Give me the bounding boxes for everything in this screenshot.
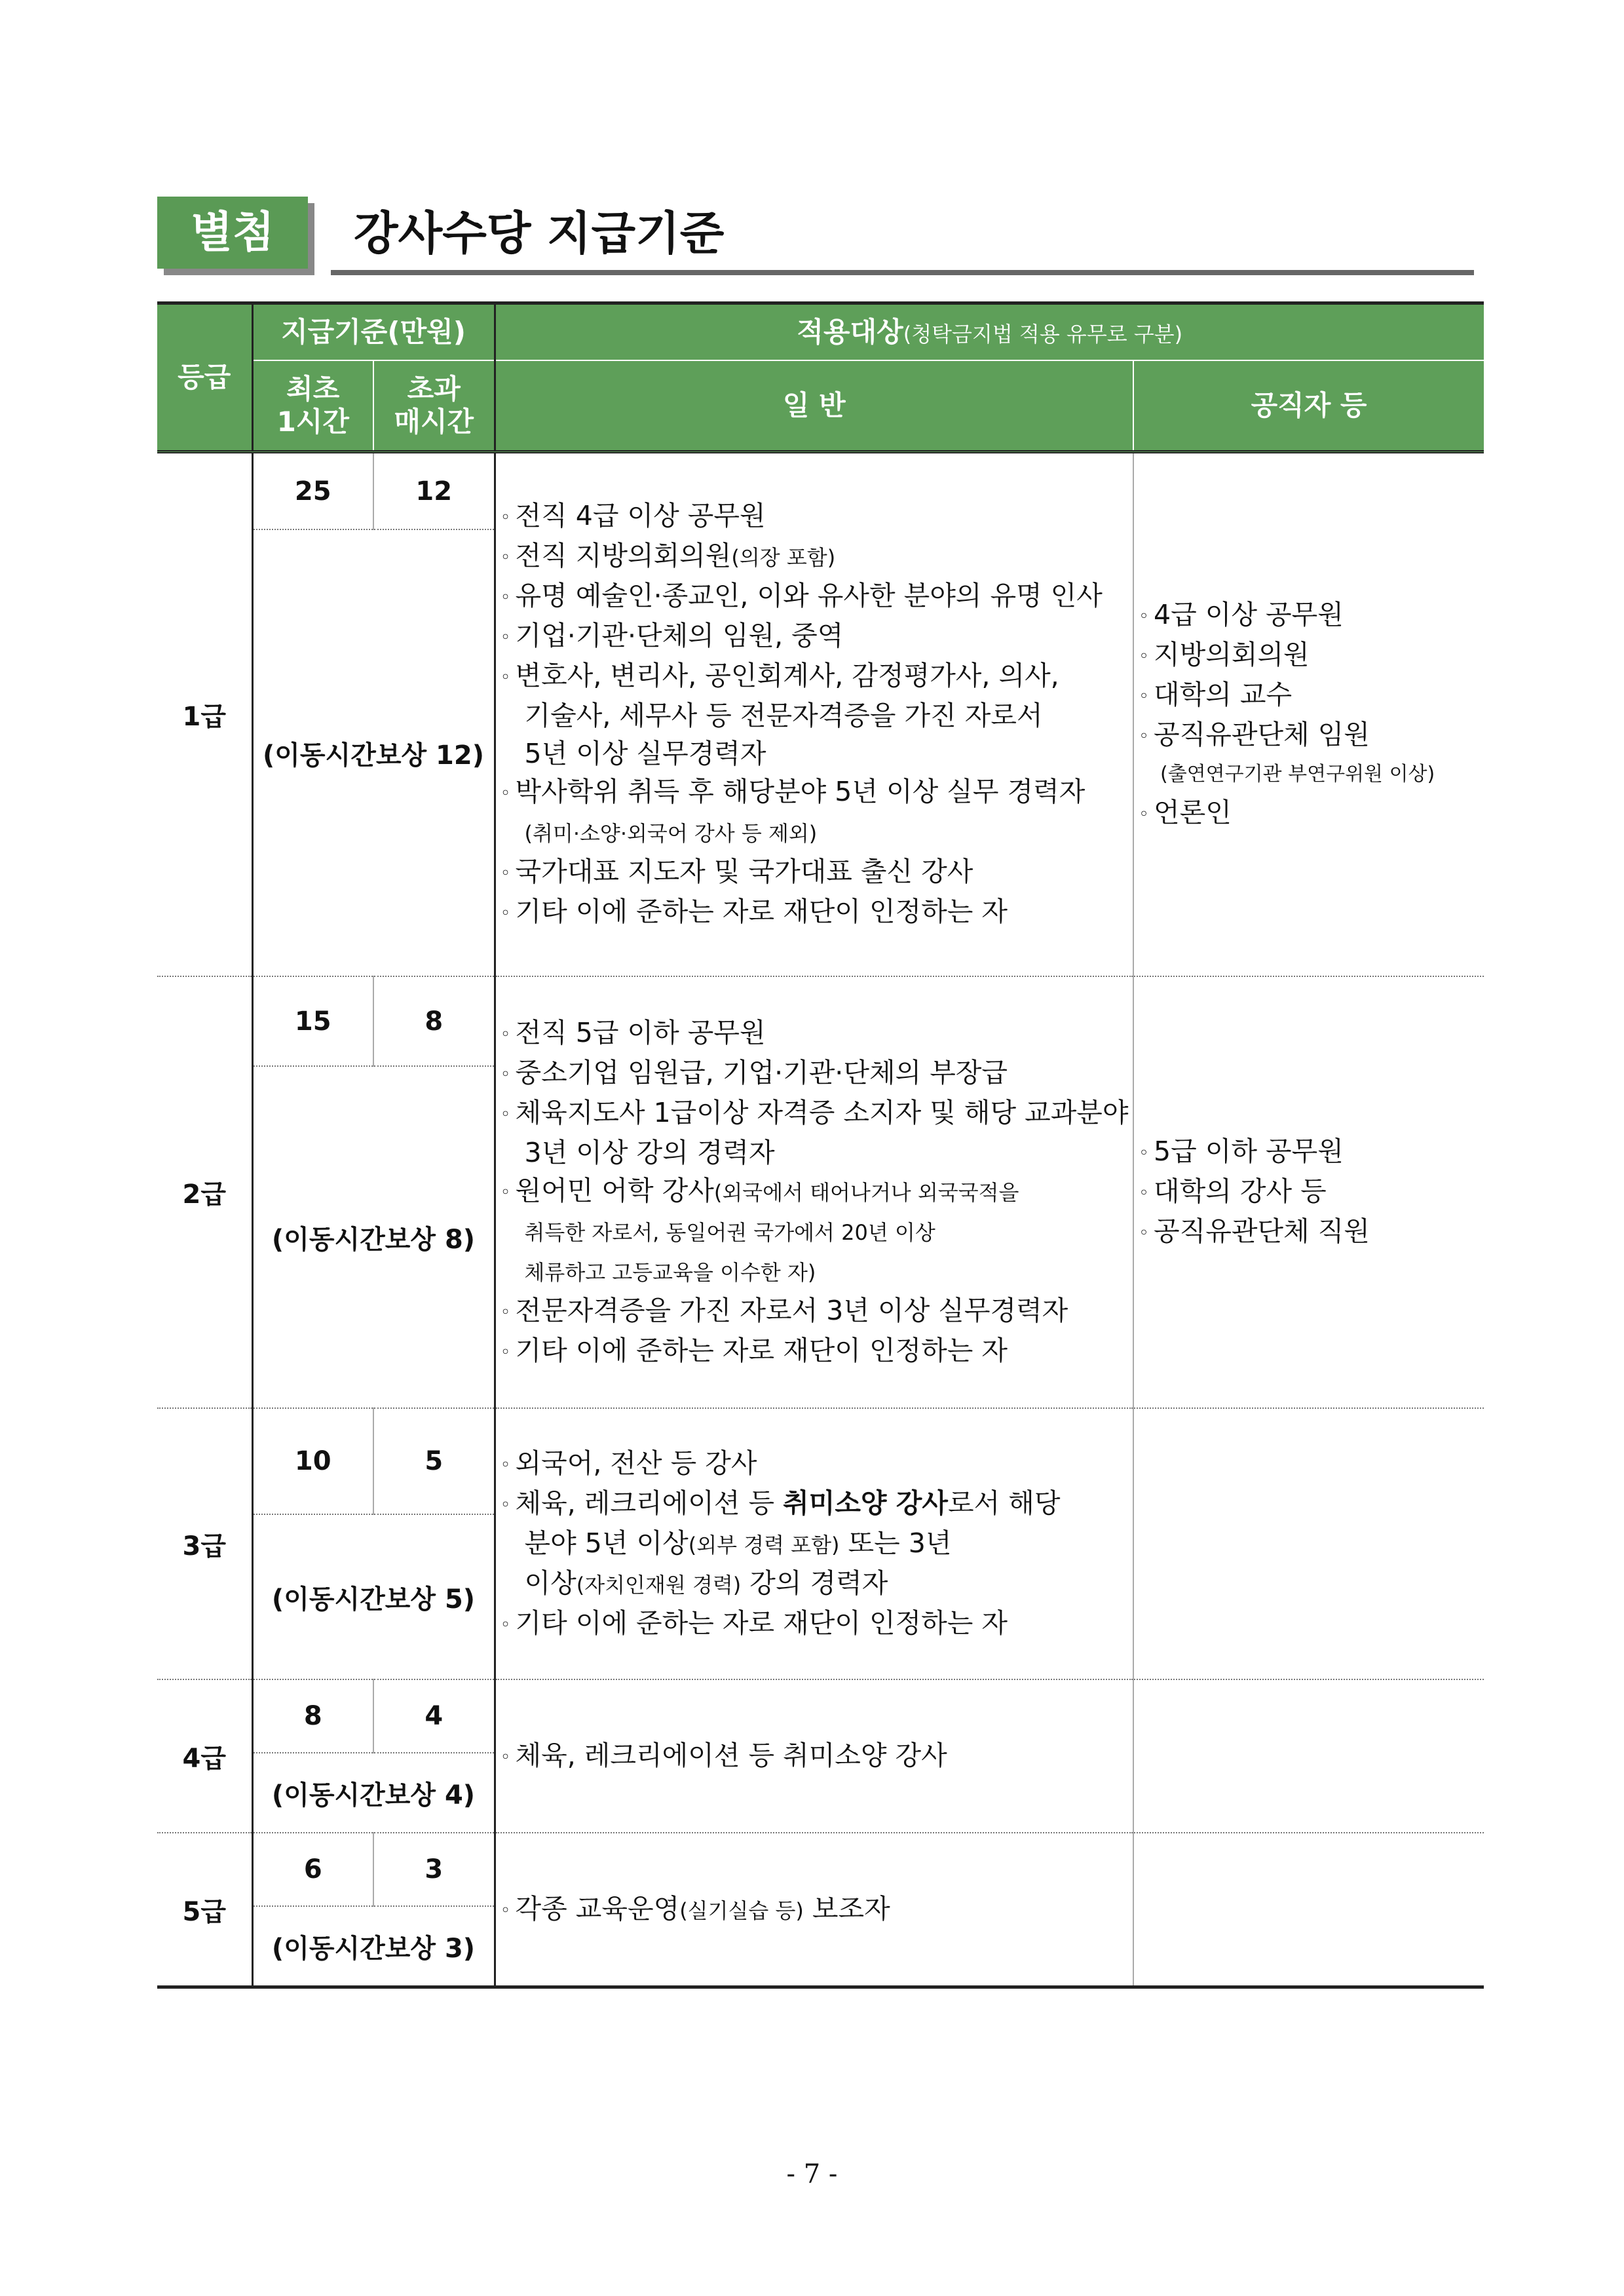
list-item: ◦ 체육, 레크리에이션 등 취미소양 강사로서 해당 bbox=[496, 1484, 1133, 1524]
bullet-icon: ◦ bbox=[500, 1455, 511, 1475]
list-item: ◦ 각종 교육운영(실기실습 등) 보조자 bbox=[496, 1890, 1133, 1930]
first-hour-fee: 8 bbox=[252, 1679, 373, 1753]
travel-compensation: (이동시간보상 8) bbox=[252, 1066, 495, 1408]
list-item: 이상(자치인재원 경력) 강의 경력자 bbox=[524, 1567, 888, 1599]
general-targets bbox=[495, 1833, 1133, 1987]
fee-standard-table bbox=[157, 301, 1484, 1989]
bullet-icon: ◦ bbox=[500, 1342, 511, 1362]
general-targets bbox=[495, 1408, 1133, 1679]
travel-compensation: (이동시간보상 12) bbox=[252, 529, 495, 976]
table-row bbox=[157, 452, 1484, 530]
official-targets bbox=[1133, 452, 1484, 977]
list-item: ◦ 기타 이에 준하는 자로 재단이 인정하는 자 bbox=[496, 1331, 1133, 1371]
page-title: 강사수당 지급기준 bbox=[354, 206, 725, 260]
list-item: ◦ 유명 예술인·종교인, 이와 유사한 분야의 유명 인사 bbox=[496, 577, 1133, 617]
bullet-icon: ◦ bbox=[500, 508, 511, 527]
travel-compensation: (이동시간보상 5) bbox=[252, 1514, 495, 1679]
grade-cell: 1급 bbox=[157, 452, 252, 977]
first-hour-fee: 6 bbox=[252, 1833, 373, 1906]
extra-hour-fee: 8 bbox=[373, 976, 495, 1066]
bullet-icon: ◦ bbox=[500, 1615, 511, 1635]
general-targets bbox=[495, 1679, 1133, 1833]
first-hour-fee: 25 bbox=[252, 452, 373, 530]
list-item: ◦ 대학의 강사 등 bbox=[1134, 1172, 1484, 1212]
list-item: ◦ 언론인 bbox=[1134, 794, 1484, 833]
bullet-icon: ◦ bbox=[500, 1024, 511, 1044]
bullet-icon: ◦ bbox=[500, 1104, 511, 1124]
table-row bbox=[157, 1833, 1484, 1906]
list-item: ◦ 기타 이에 준하는 자로 재단이 인정하는 자 bbox=[496, 1604, 1133, 1644]
first-hour-fee: 10 bbox=[252, 1408, 373, 1514]
travel-compensation: (이동시간보상 3) bbox=[252, 1906, 495, 1987]
bullet-icon: ◦ bbox=[500, 1495, 511, 1515]
bullet-icon: ◦ bbox=[1139, 647, 1149, 666]
list-item: 3년 이상 강의 경력자 bbox=[524, 1136, 775, 1168]
official-targets bbox=[1133, 1408, 1484, 1679]
list-item: ◦ 5급 이하 공무원 bbox=[1134, 1132, 1484, 1172]
extra-hour-fee: 3 bbox=[373, 1833, 495, 1906]
bullet-icon: ◦ bbox=[1139, 805, 1149, 824]
travel-compensation: (이동시간보상 4) bbox=[252, 1753, 495, 1833]
bullet-icon: ◦ bbox=[500, 628, 511, 647]
list-item: ◦ 4급 이상 공무원 bbox=[1134, 596, 1484, 636]
grade-header: 등급 bbox=[157, 303, 252, 452]
general-header: 일 반 bbox=[495, 360, 1133, 452]
grade-cell: 3급 bbox=[157, 1408, 252, 1679]
table-row bbox=[157, 1408, 1484, 1514]
bullet-icon: ◦ bbox=[500, 1747, 511, 1767]
bullet-icon: ◦ bbox=[500, 784, 511, 803]
extra-hour-fee: 5 bbox=[373, 1408, 495, 1514]
table-row bbox=[157, 976, 1484, 1066]
table-row bbox=[157, 1679, 1484, 1753]
list-item: 5년 이상 실무경력자 bbox=[524, 738, 766, 769]
list-item: ◦ 대학의 교수 bbox=[1134, 676, 1484, 716]
list-item: ◦ 박사학위 취득 후 해당분야 5년 이상 실무 경력자 bbox=[496, 773, 1133, 813]
pay-standard-header: 지급기준(만원) bbox=[252, 303, 495, 361]
list-item: ◦ 전문자격증을 가진 자로서 3년 이상 실무경력자 bbox=[496, 1292, 1133, 1331]
target-header: 적용대상(청탁금지법 적용 유무로 구분) bbox=[495, 303, 1484, 361]
list-item: ◦ 중소기업 임원급, 기업·기관·단체의 부장급 bbox=[496, 1054, 1133, 1094]
list-item: 취득한 자로서, 동일어권 국가에서 20년 이상 bbox=[524, 1219, 935, 1245]
list-item: ◦ 체육지도사 1급이상 자격증 소지자 및 해당 교과분야 bbox=[496, 1094, 1133, 1134]
list-item: ◦ 공직유관단체 직원 bbox=[1134, 1212, 1484, 1252]
list-item: ◦ 체육, 레크리에이션 등 취미소양 강사 bbox=[496, 1736, 1133, 1776]
list-item: ◦ 전직 4급 이상 공무원 bbox=[496, 497, 1133, 537]
grade-cell: 2급 bbox=[157, 976, 252, 1408]
bullet-icon: ◦ bbox=[1139, 687, 1149, 706]
page-number: - 7 - bbox=[786, 2159, 838, 2189]
bullet-icon: ◦ bbox=[500, 668, 511, 687]
list-item: 기술사, 세무사 등 전문자격증을 가진 자로서 bbox=[524, 700, 1043, 731]
list-item: ◦ 전직 지방의회의원(의장 포함) bbox=[496, 537, 1133, 577]
list-item: ◦ 국가대표 지도자 및 국가대표 출신 강사 bbox=[496, 852, 1133, 892]
grade-cell: 5급 bbox=[157, 1833, 252, 1987]
list-item: 분야 5년 이상(외부 경력 포함) 또는 3년 bbox=[524, 1527, 952, 1559]
list-item: 체류하고 고등교육을 이수한 자) bbox=[524, 1259, 816, 1285]
list-item: ◦ 기타 이에 준하는 자로 재단이 인정하는 자 bbox=[496, 892, 1133, 932]
title-underline bbox=[331, 270, 1474, 275]
grade-cell: 4급 bbox=[157, 1679, 252, 1833]
official-targets bbox=[1133, 976, 1484, 1408]
general-targets bbox=[495, 452, 1133, 977]
bullet-icon: ◦ bbox=[500, 1900, 511, 1921]
bullet-icon: ◦ bbox=[1139, 1183, 1149, 1203]
list-item: ◦ 원어민 어학 강사(외국에서 태어나거나 외국국적을 bbox=[496, 1172, 1133, 1212]
extra-hour-fee: 4 bbox=[373, 1679, 495, 1753]
official-targets bbox=[1133, 1833, 1484, 1987]
list-item: ◦ 변호사, 변리사, 공인회계사, 감정평가사, 의사, bbox=[496, 657, 1133, 697]
bullet-icon: ◦ bbox=[500, 1182, 511, 1202]
list-item: ◦ 공직유관단체 임원 bbox=[1134, 716, 1484, 756]
note: (출연연구기관 부연구위원 이상) bbox=[1160, 763, 1435, 786]
bullet-icon: ◦ bbox=[1139, 727, 1149, 746]
official-header: 공직자 등 bbox=[1133, 360, 1484, 452]
list-item: ◦ 지방의회의원 bbox=[1134, 636, 1484, 676]
first-hour-header: 최초 1시간 bbox=[252, 360, 373, 452]
bullet-icon: ◦ bbox=[500, 1064, 511, 1084]
list-item: ◦ 기업·기관·단체의 임원, 중역 bbox=[496, 617, 1133, 657]
bullet-icon: ◦ bbox=[500, 588, 511, 607]
grade-rows bbox=[157, 452, 1484, 1987]
list-item: ◦ 외국어, 전산 등 강사 bbox=[496, 1444, 1133, 1484]
general-targets bbox=[495, 976, 1133, 1408]
first-hour-fee: 15 bbox=[252, 976, 373, 1066]
extra-hour-header: 초과 매시간 bbox=[373, 360, 495, 452]
bullet-icon: ◦ bbox=[500, 864, 511, 883]
page-header bbox=[157, 197, 1474, 282]
bullet-icon: ◦ bbox=[500, 1302, 511, 1322]
attachment-badge: 별첨 bbox=[157, 197, 308, 269]
list-item: ◦ 전직 5급 이하 공무원 bbox=[496, 1014, 1133, 1054]
bullet-icon: ◦ bbox=[1139, 1223, 1149, 1243]
extra-hour-fee: 12 bbox=[373, 452, 495, 530]
bullet-icon: ◦ bbox=[1139, 1143, 1149, 1163]
bullet-icon: ◦ bbox=[500, 904, 511, 923]
official-targets bbox=[1133, 1679, 1484, 1833]
bullet-icon: ◦ bbox=[1139, 607, 1149, 626]
bullet-icon: ◦ bbox=[500, 548, 511, 567]
list-item: (취미·소양·외국어 강사 등 제외) bbox=[524, 821, 818, 846]
